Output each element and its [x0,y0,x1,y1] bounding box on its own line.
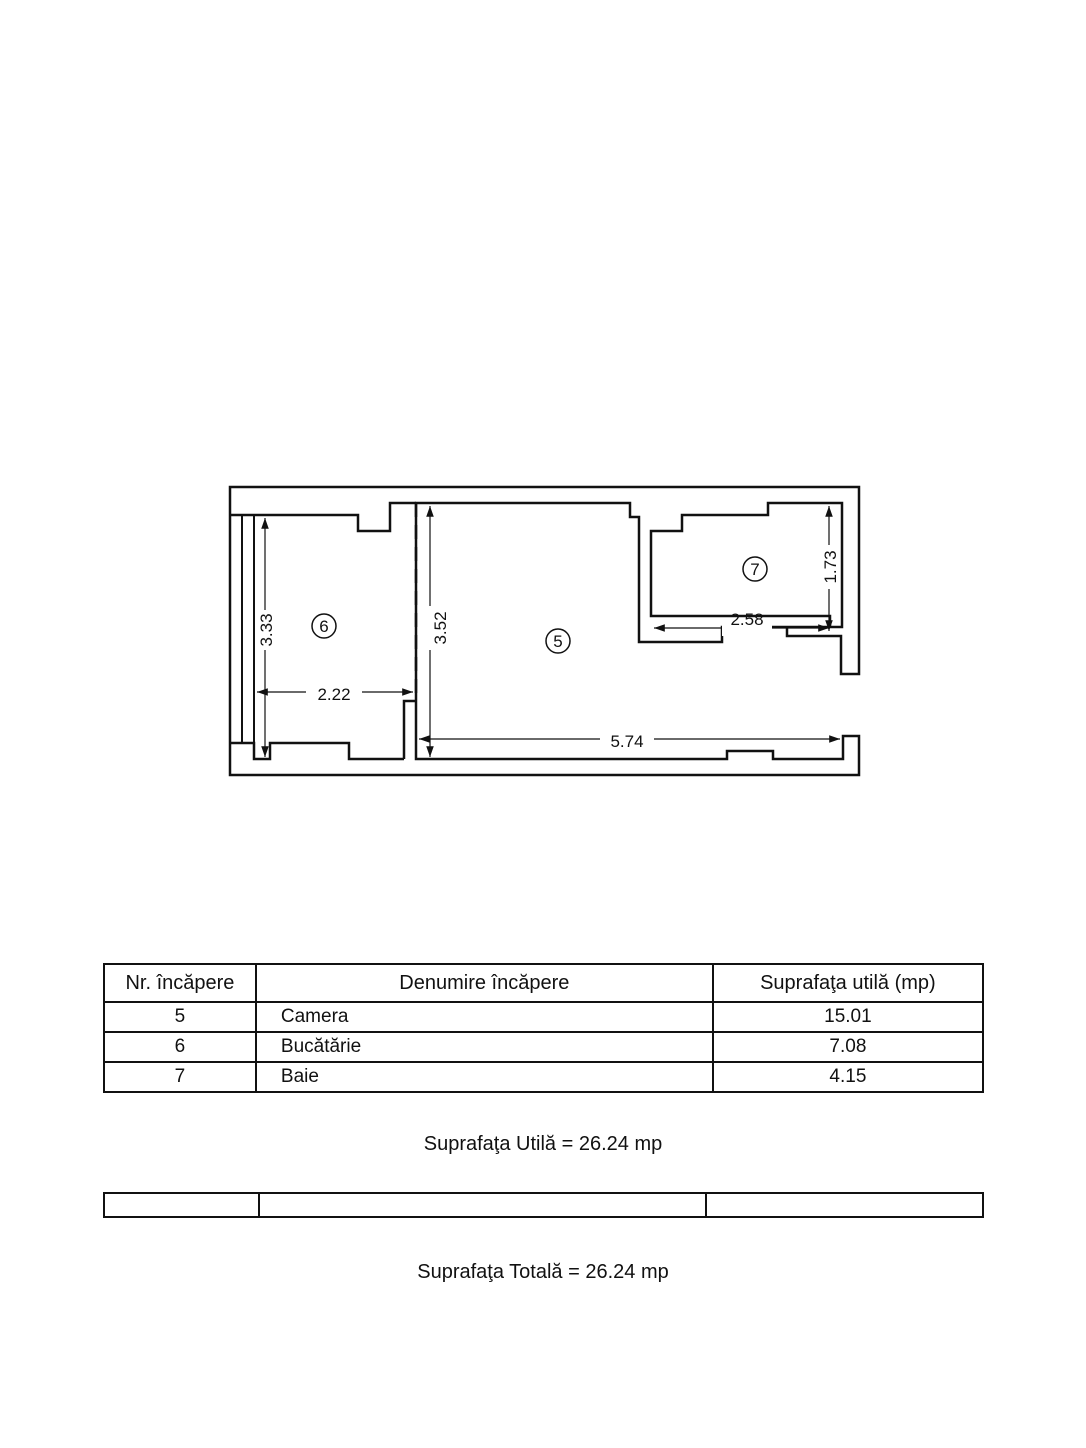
table-row [104,1032,983,1062]
empty-cell [706,1193,983,1217]
header-name: Denumire încăpere [256,964,713,1002]
empty-cell [104,1193,259,1217]
summary-utila: Suprafaţa Utilă = 26.24 mp [423,1133,663,1155]
summary-totala: Suprafaţa Totală = 26.24 mp [417,1261,669,1283]
cell-nr: 6 [104,1032,256,1062]
empty-table [103,1192,984,1218]
cell-name: Bucătărie [256,1032,713,1062]
cell-area: 4.15 [713,1062,983,1092]
dim-label-173: 1.73 [821,550,840,584]
table-header-row [104,964,983,1002]
dim-label-222: 2.22 [317,685,351,704]
dim-label-258: 2.58 [730,610,764,629]
dim-label-352: 3.52 [431,611,450,645]
header-nr: Nr. încăpere [104,964,256,1002]
cell-name: Camera [256,1002,713,1032]
cell-nr: 5 [104,1002,256,1032]
dim-label-574: 5.74 [610,732,644,751]
empty-cell [259,1193,706,1217]
cell-area: 7.08 [713,1032,983,1062]
dim-label-333: 3.33 [257,613,276,647]
cell-nr: 7 [104,1062,256,1092]
table-row [104,1193,983,1217]
cell-area: 15.01 [713,1002,983,1032]
header-area: Suprafaţa utilă (mp) [713,964,983,1002]
table-row [104,1062,983,1092]
room-number-5: 5 [553,632,563,651]
table-row [104,1002,983,1032]
cell-name: Baie [256,1062,713,1092]
room-number-6: 6 [319,617,329,636]
room-number-7: 7 [750,560,760,579]
rooms-table [103,963,984,1093]
